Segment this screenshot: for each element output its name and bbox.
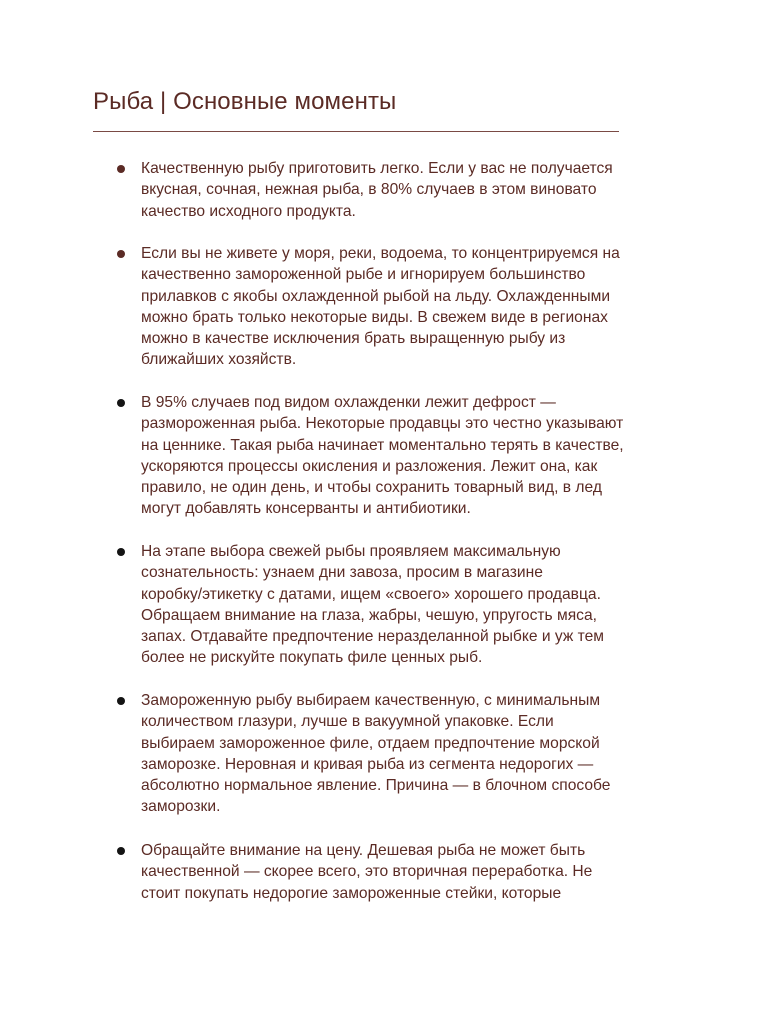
paragraph [141, 243, 681, 371]
text-line: правило, не один день, и чтобы сохранить товарный вид, в лед [141, 479, 602, 497]
page-title: Рыба | Основные моменты [93, 88, 397, 115]
bullet-dot-icon [117, 399, 125, 407]
text-line: стоит покупать недорогие замороженные стейки, которые [141, 884, 562, 902]
text-line: можно брать только некоторые виды. В свежем виде в регионах [141, 308, 608, 326]
text-line: количеством глазури, лучше в вакуумной упаковке. Если [141, 713, 554, 731]
text-line: на ценнике. Такая рыба начинает моментально терять в качестве, [141, 436, 624, 454]
text-line: На этапе выбора свежей рыбы проявляем максимальную [141, 543, 561, 560]
text-line: ускоряются процессы окисления и разложения. Лежит она, как [141, 457, 598, 475]
text-line: выбираем замороженное филе, отдаем предпочтение морской [141, 734, 600, 752]
text-line: ближайших хозяйств. [141, 351, 297, 369]
text-line: вкусная, сочная, нежная рыба, в 80% случаев в этом виновато [141, 181, 597, 199]
text-line: прилавков с якобы охлажденной рыбой на льду. Охлажденными [141, 287, 611, 305]
text-line: можно в качестве исключения брать выращенную рыбу из [141, 330, 566, 348]
text-line: могут добавлять консерванты и антибиотики. [141, 500, 471, 518]
text-line: качественно замороженной рыбе и игнорируем большинство [141, 266, 586, 284]
text-line: В 95% случаев под видом охлажденки лежит дефрост — [141, 394, 556, 411]
paragraph [141, 840, 681, 904]
bullet-dot-icon [117, 697, 125, 705]
paragraph [141, 690, 681, 818]
text-line: коробку/этикетку с датами, ищем «своего» хорошего продавца. [141, 585, 601, 603]
text-line: запах. Отдавайте предпочтение неразделанной рыбке и уж тем [141, 628, 604, 646]
text-line: Качественную рыбу приготовить легко. Если у вас не получается [141, 160, 613, 177]
bullet-dot-icon [117, 847, 125, 855]
text-line: размороженная рыба. Некоторые продавцы это честно указывают [141, 415, 624, 433]
text-line: Замороженную рыбу выбираем качественную, с минимальным [141, 692, 601, 709]
bullet-dot-icon [117, 250, 125, 258]
bullet-dot-icon [117, 548, 125, 556]
text-line: качество исходного продукта. [141, 202, 356, 220]
title-underline [93, 131, 619, 132]
text-line: Если вы не живете у моря, реки, водоема, то концентрируемся на [141, 245, 620, 262]
text-line: абсолютно нормальное явление. Причина — в блочном способе [141, 777, 611, 795]
text-line: Обращайте внимание на цену. Дешевая рыба не может быть [141, 842, 586, 859]
paragraph [141, 158, 681, 222]
text-line: Обращаем внимание на глаза, жабры, чешую, упругость мяса, [141, 606, 597, 624]
text-line: качественной — скорее всего, это вторичная переработка. Не [141, 863, 593, 881]
bullet-dot-icon [117, 165, 125, 173]
paragraph [141, 541, 681, 669]
text-line: заморозки. [141, 798, 221, 816]
text-line: сознательность: узнаем дни завоза, просим в магазине [141, 564, 543, 582]
text-line: более не рискуйте покупать филе ценных рыб. [141, 649, 483, 667]
paragraph [141, 392, 681, 520]
text-line: заморозке. Неровная и кривая рыба из сегмента недорогих — [141, 755, 594, 773]
